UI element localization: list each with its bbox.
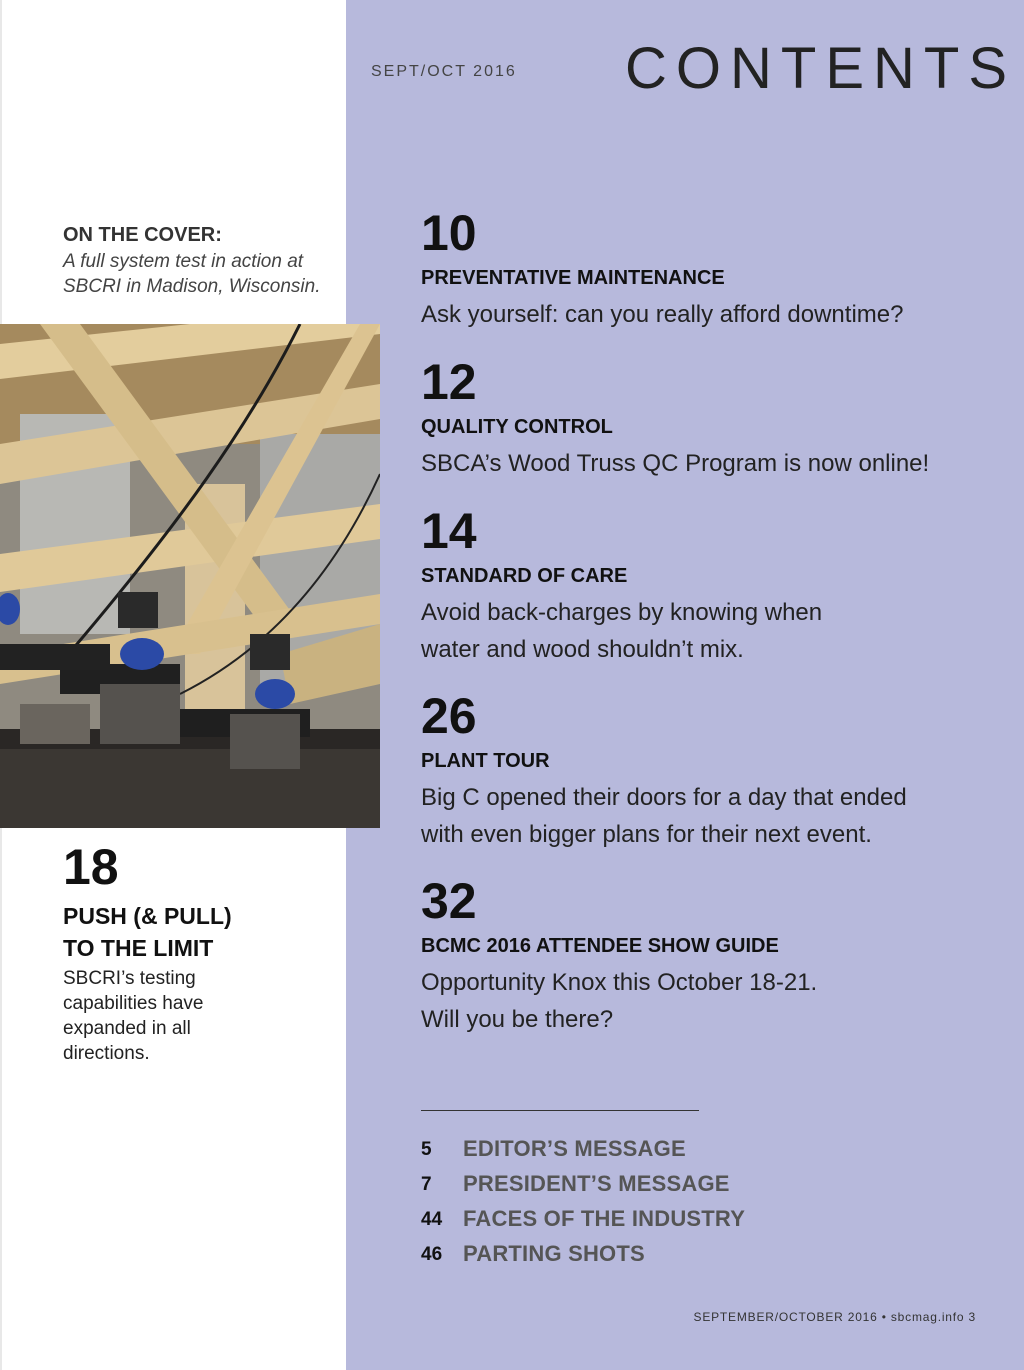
department-page-number: 7 — [421, 1174, 432, 1195]
article-title: PLANT TOUR — [421, 750, 550, 772]
article-title: PREVENTATIVE MAINTENANCE — [421, 267, 725, 289]
department-page-number: 44 — [421, 1209, 443, 1230]
feature-description — [63, 966, 333, 1066]
department-entry[interactable] — [421, 1241, 921, 1275]
article-entry[interactable] — [421, 354, 1001, 482]
article-description — [421, 964, 1001, 1038]
feature-title-line: PUSH (& PULL) — [63, 903, 232, 929]
department-page-number: 46 — [421, 1244, 443, 1265]
article-description-line: Ask yourself: can you really afford downtime? — [421, 301, 904, 328]
cover-story[interactable] — [63, 839, 333, 1066]
article-description-line: Avoid back-charges by knowing when — [421, 599, 823, 626]
article-description-line: water and wood shouldn’t mix. — [421, 636, 744, 663]
article-title: QUALITY CONTROL — [421, 416, 613, 438]
feature-description-line: expanded in all — [63, 1018, 191, 1039]
article-page-number: 10 — [421, 205, 477, 261]
department-entry[interactable] — [421, 1136, 921, 1170]
cover-caption — [63, 224, 343, 299]
section-divider — [421, 1110, 699, 1111]
page-footer: SEPTEMBER/OCTOBER 2016 • sbcmag.info 3 — [693, 1310, 976, 1324]
cover-photo[interactable] — [0, 324, 380, 828]
department-entry[interactable] — [421, 1206, 921, 1240]
feature-description-line: directions. — [63, 1043, 150, 1064]
department-label: PRESIDENT’S MESSAGE — [463, 1171, 730, 1196]
feature-title-line: TO THE LIMIT — [63, 935, 214, 961]
article-description — [421, 594, 1001, 668]
page-title: CONTENTS — [625, 36, 1016, 101]
article-entry[interactable] — [421, 688, 1001, 853]
feature-description-line: capabilities have — [63, 993, 204, 1014]
article-description-line: Big C opened their doors for a day that ended — [421, 784, 907, 811]
article-page-number: 14 — [421, 503, 477, 559]
article-page-number: 32 — [421, 873, 477, 929]
cover-caption-line: A full system test in action at — [63, 251, 304, 272]
issue-date: SEPT/OCT 2016 — [371, 63, 517, 80]
department-label: FACES OF THE INDUSTRY — [463, 1206, 746, 1231]
article-page-number: 26 — [421, 688, 477, 744]
article-description — [421, 296, 1001, 333]
article-description-line: Will you be there? — [421, 1006, 614, 1033]
truss-test-photo-icon — [0, 324, 380, 828]
article-entry[interactable] — [421, 873, 1001, 1038]
feature-description-line: SBCRI’s testing — [63, 968, 196, 989]
cover-heading: ON THE COVER: — [63, 224, 222, 246]
article-page-number: 12 — [421, 354, 477, 410]
article-entry[interactable] — [421, 503, 1001, 668]
feature-page-number: 18 — [63, 839, 119, 895]
department-page-number: 5 — [421, 1139, 432, 1160]
feature-title — [63, 900, 333, 964]
article-title: BCMC 2016 ATTENDEE SHOW GUIDE — [421, 935, 779, 957]
department-label: EDITOR’S MESSAGE — [463, 1136, 686, 1161]
department-entry[interactable] — [421, 1171, 921, 1205]
article-entry[interactable] — [421, 205, 1001, 333]
article-title: STANDARD OF CARE — [421, 565, 628, 587]
article-description — [421, 445, 1001, 482]
article-description — [421, 779, 1001, 853]
article-description-line: Opportunity Knox this October 18-21. — [421, 969, 818, 996]
article-description-line: SBCA’s Wood Truss QC Program is now online! — [421, 450, 930, 477]
article-description-line: with even bigger plans for their next event. — [421, 821, 872, 848]
cover-caption-text — [63, 249, 343, 299]
department-label: PARTING SHOTS — [463, 1241, 645, 1266]
cover-caption-line: SBCRI in Madison, Wisconsin. — [63, 276, 321, 297]
